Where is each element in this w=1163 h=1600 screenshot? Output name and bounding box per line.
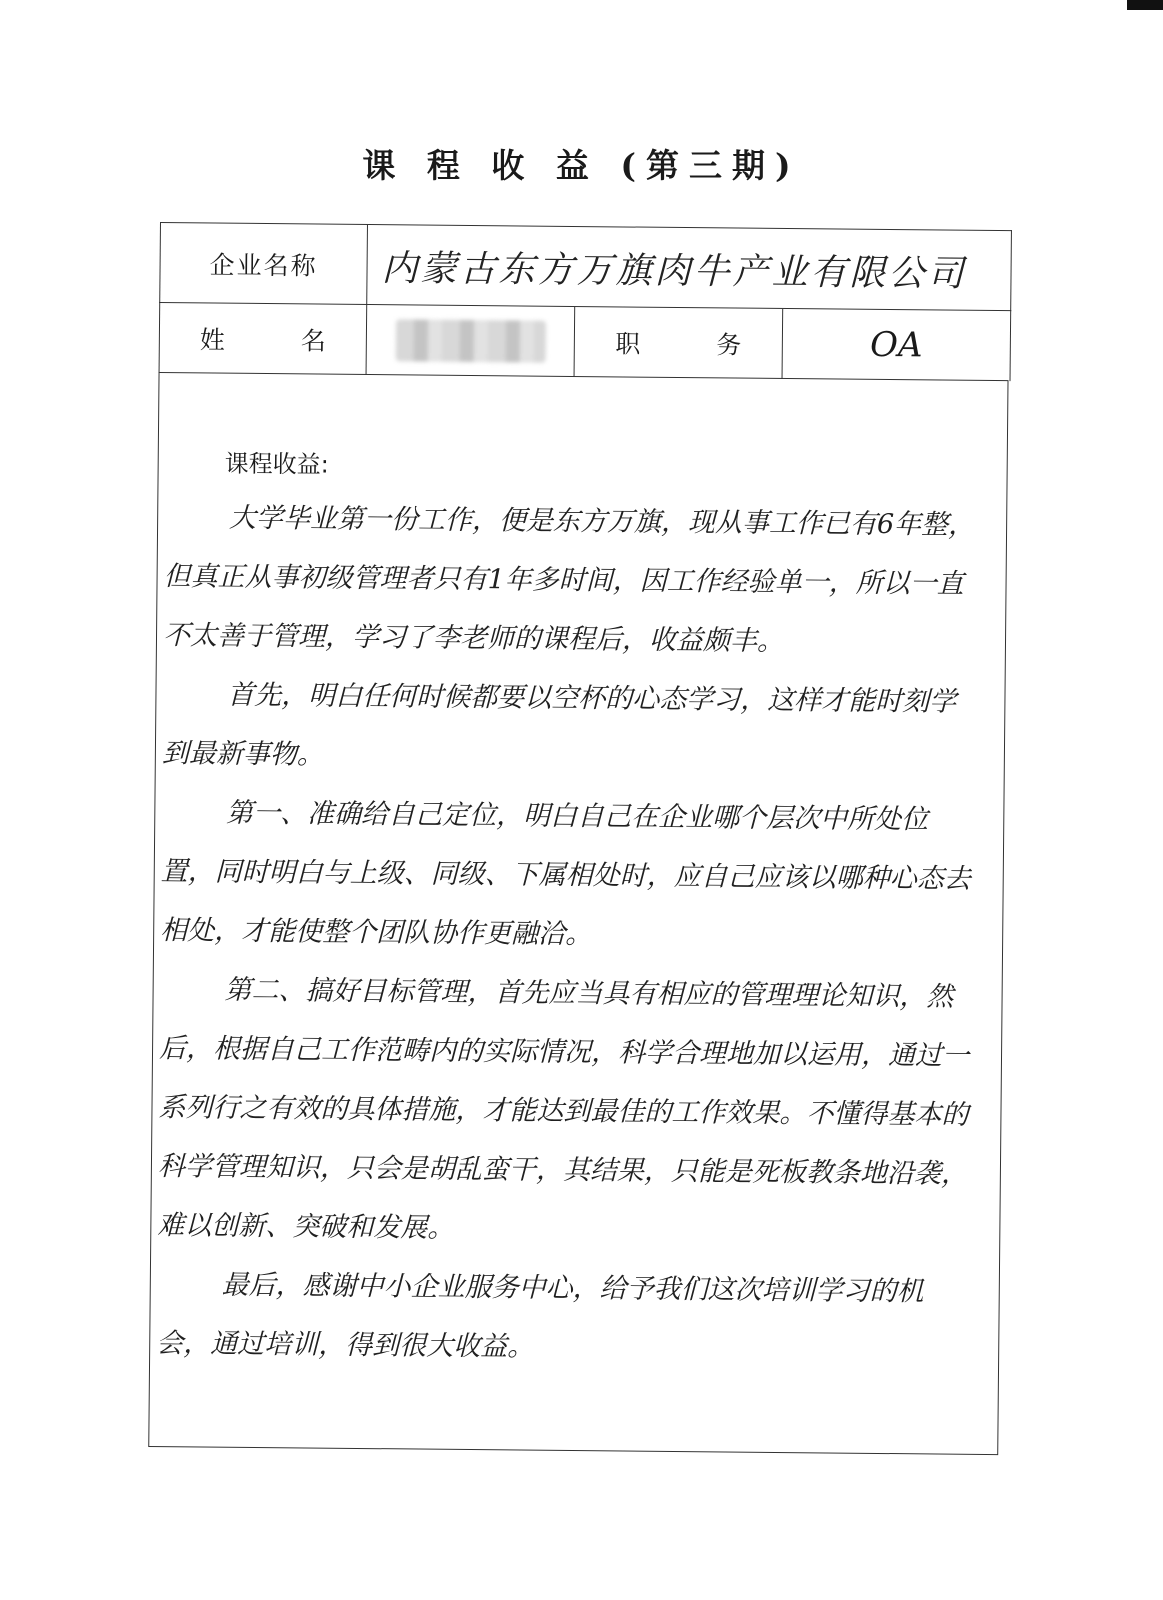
position-value: OA <box>869 324 923 366</box>
name-label: 姓 名 <box>160 303 368 375</box>
name-value-redacted <box>367 305 576 377</box>
name-position-row <box>159 302 1012 381</box>
position-label: 职 务 <box>575 307 784 379</box>
benefit-heading: 课程收益: <box>224 449 329 479</box>
paragraph-thanks: 最后，感谢中小企业服务中心，给予我们这次培训学习的机会，通过培训，得到很大收益。 <box>156 1269 924 1363</box>
paragraph-intro: 大学毕业第一份工作，便是东方万旗，现从事工作已有6年整，但真正从事初级管理者只有1年多时间，因工作经验单一，所以一直不太善于管理，学习了李老师的课程后，收益颇丰。 <box>162 502 976 658</box>
benefit-body <box>148 372 1008 1455</box>
page-title: 课 程 收 益 (第三期) <box>362 146 801 185</box>
company-label: 企业名称 <box>160 223 368 305</box>
paragraph-positioning: 第一、准确给自己定位，明白自己在企业哪个层次中所处位置，同时明白与上级、同级、下属相处时，应自己应该以哪种心态去相处，才能使整个团队协作更融洽。 <box>160 797 971 951</box>
scan-edge-artifact <box>1127 0 1163 10</box>
course-benefit-form <box>148 222 1012 1478</box>
handwritten-text <box>156 488 984 1381</box>
company-name-value: 内蒙古东方万旗肉牛产业有限公司 <box>381 247 967 295</box>
paragraph-first-point: 首先，明白任何时候都要以空杯的心态学习，这样才能时刻学到最新事物。 <box>161 679 957 771</box>
redaction-blur <box>395 319 545 362</box>
company-row <box>159 222 1012 311</box>
paragraph-goal-management: 第二、搞好目标管理，首先应当具有相应的管理理论知识，然后，根据自己工作范畴内的实际情况，科学合理地加以运用，通过一系列行之有效的具体措施，才能达到最佳的工作效果。不懂得基本的科学管理知识，只会是胡乱蛮干，其结果，只能是死板教条地沿袭，难以创新、突破和发展。 <box>157 974 970 1244</box>
